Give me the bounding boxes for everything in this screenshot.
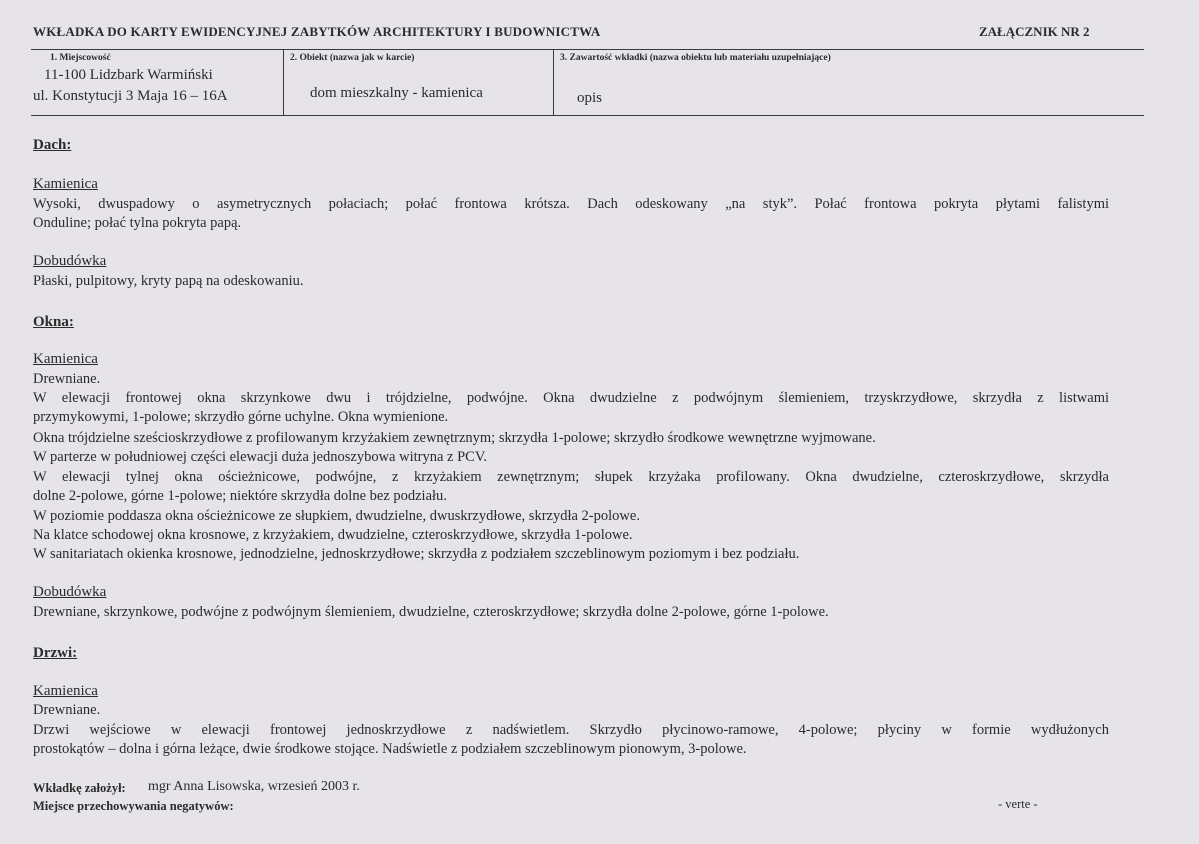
- doors-tenement-heading: Kamienica: [33, 683, 98, 699]
- table-divider-2: [553, 49, 554, 116]
- negatives-label: Miejsce przechowywania negatywów:: [33, 799, 234, 813]
- roof-tenement-heading: Kamienica: [33, 176, 98, 192]
- locality-label: 1. Miejscowość: [50, 53, 111, 63]
- windows-extension-heading: Dobudówka: [33, 584, 107, 600]
- windows-tenement-line-1: Drewniane.: [33, 371, 101, 387]
- locality-line-1: 11-100 Lidzbark Warmiński: [44, 67, 213, 83]
- windows-tenement-line-2: W elewacji frontowej okna skrzynkowe dwu i trójdzielne, podwójne. Okna dwudzielne z podwójnym ślemieniem, trzyskrzydłowe, skrzydła z listwami: [33, 390, 1109, 406]
- windows-tenement-line-10: W sanitariatach okienka krosnowe, jednodzielne, jednoskrzydłowe; skrzydła z podziałem szczeblinowym poziomym i bez podziału.: [33, 546, 800, 562]
- content-value: opis: [577, 90, 603, 106]
- windows-tenement-heading: Kamienica: [33, 351, 98, 367]
- windows-tenement-line-3: przymykowymi, 1-polowe; skrzydło górne uchylne. Okna wymienione.: [33, 409, 449, 425]
- object-value: dom mieszkalny - kamienica: [310, 85, 483, 101]
- windows-tenement-line-8: W poziomie poddasza okna ościeżnicowe ze słupkiem, dwudzielne, dwuskrzydłowe, skrzydła 2-polowe.: [33, 508, 640, 524]
- windows-tenement-line-9: Na klatce schodowej okna krosnowe, z krzyżakiem, dwudzielne, czteroskrzydłowe, skrzydła 1-polowe.: [33, 527, 633, 543]
- windows-tenement-line-4: Okna trójdzielne sześcioskrzydłowe z profilowanym krzyżakiem zewnętrznym; skrzydła 1-polowe; skrzydło środkowe wewnętrzne wyjmowane.: [33, 430, 876, 446]
- doors-tenement-line-1: Drewniane.: [33, 702, 101, 718]
- roof-tenement-line-2: Onduline; połać tylna pokryta papą.: [33, 215, 242, 231]
- table-divider-1: [283, 49, 284, 116]
- section-heading-doors: Drzwi:: [33, 645, 78, 661]
- document-title: WKŁADKA DO KARTY EWIDENCYJNEJ ZABYTKÓW ARCHITEKTURY I BUDOWNICTWA: [33, 24, 601, 39]
- doors-tenement-line-2: Drzwi wejściowe w elewacji frontowej jednoskrzydłowe z nadświetlem. Skrzydło płycinowo-ramowe, 4-polowe; płyciny w formie wydłużonych: [33, 722, 1109, 738]
- windows-extension-line-1: Drewniane, skrzynkowe, podwójne z podwójnym ślemieniem, dwudzielne, czteroskrzydłowe; skrzydła dolne 2-polowe, górne 1-polowe.: [33, 604, 829, 620]
- roof-extension-heading: Dobudówka: [33, 253, 107, 269]
- roof-extension-line-1: Płaski, pulpitowy, kryty papą na odeskowaniu.: [33, 273, 304, 289]
- windows-tenement-line-6: W elewacji tylnej okna ościeżnicowe, podwójne, z krzyżakiem zewnętrznym; słupek krzyżaka profilowany. Okna dwudzielne, czteroskrzydłowe, skrzydła: [33, 469, 1109, 485]
- content-label: 3. Zawartość wkładki (nazwa obiektu lub materiału uzupełniające): [560, 53, 831, 63]
- section-heading-roof: Dach:: [33, 137, 72, 153]
- locality-line-2: ul. Konstytucji 3 Maja 16 – 16A: [33, 88, 228, 104]
- annex-number: ZAŁĄCZNIK NR 2: [979, 24, 1090, 39]
- doors-tenement-line-3: prostokątów – dolna i górna leżące, dwie środkowe stojące. Nadświetle z podziałem szczeblinowym pionowym, 3-polowe.: [33, 741, 747, 757]
- object-label: 2. Obiekt (nazwa jak w karcie): [290, 53, 415, 63]
- windows-tenement-line-7: dolne 2-polowe, górne 1-polowe; niektóre skrzydła dolne bez podziału.: [33, 488, 447, 504]
- roof-tenement-line-1: Wysoki, dwuspadowy o asymetrycznych połaciach; połać frontowa krótsza. Dach odeskowany „na styk”. Połać frontowa pokryta płytami falistymi: [33, 196, 1109, 212]
- windows-tenement-line-5: W parterze w południowej części elewacji duża jednoszybowa witryna z PCV.: [33, 449, 488, 465]
- founder-label: Wkładkę założył:: [33, 781, 126, 795]
- table-bottom-rule: [31, 115, 1144, 116]
- founder-value: mgr Anna Lisowska, wrzesień 2003 r.: [148, 779, 360, 794]
- table-top-rule: [31, 49, 1144, 50]
- section-heading-windows: Okna:: [33, 314, 74, 330]
- verte-mark: - verte -: [998, 797, 1038, 811]
